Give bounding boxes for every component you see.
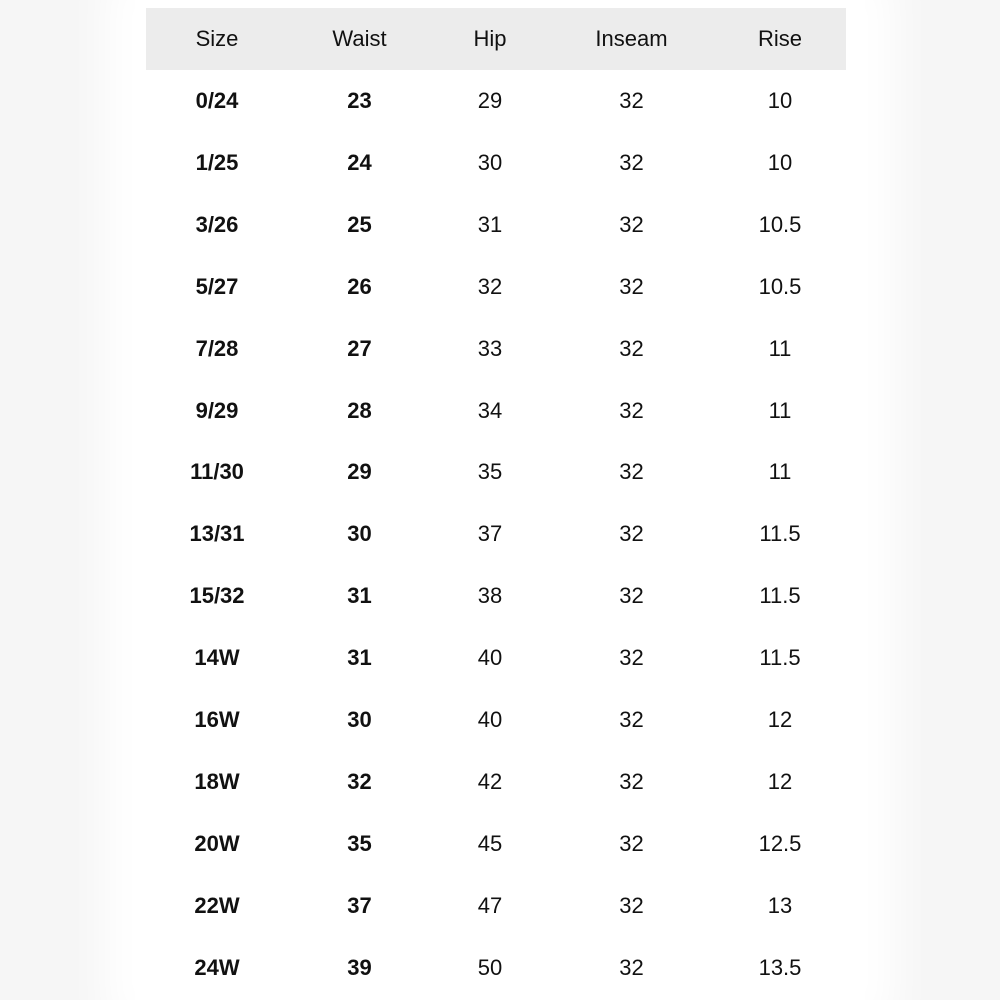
- cell-waist: 24: [347, 149, 372, 175]
- cell-inseam: 32: [619, 149, 644, 175]
- cell-rise: 10.5: [758, 211, 802, 237]
- cell-rise: 12: [767, 769, 793, 795]
- cell-waist: 32: [347, 769, 372, 795]
- cell-waist: 27: [347, 335, 372, 361]
- cell-rise: 10: [767, 149, 793, 175]
- table-row: [146, 689, 846, 751]
- cell-size: 16W: [194, 707, 240, 733]
- table-row: [146, 256, 846, 318]
- cell-inseam: 32: [619, 583, 644, 609]
- cell-hip: 50: [477, 954, 503, 980]
- cell-inseam: 32: [619, 211, 644, 237]
- cell-hip: 42: [477, 769, 503, 795]
- table-row: [146, 565, 846, 627]
- table-header: [146, 8, 846, 70]
- cell-waist: 39: [347, 954, 372, 980]
- cell-rise: 13: [767, 892, 793, 918]
- header-rise: Rise: [757, 26, 802, 51]
- cell-waist: 37: [347, 892, 372, 918]
- cell-hip: 34: [477, 397, 503, 423]
- cell-rise: 11.5: [759, 583, 801, 609]
- header-inseam: Inseam: [595, 26, 668, 51]
- cell-rise: 11: [768, 335, 792, 361]
- cell-size: 20W: [194, 831, 240, 857]
- cell-hip: 40: [477, 707, 503, 733]
- cell-hip: 32: [477, 273, 503, 299]
- cell-rise: 10: [767, 87, 793, 113]
- table-body: [146, 70, 846, 999]
- cell-size: 15/32: [189, 583, 245, 609]
- cell-inseam: 32: [619, 335, 644, 361]
- table-row: [146, 442, 846, 504]
- cell-inseam: 32: [619, 273, 644, 299]
- cell-hip: 33: [477, 335, 503, 361]
- cell-size: 13/31: [189, 521, 245, 547]
- cell-hip: 37: [477, 521, 503, 547]
- size-chart-table: [146, 8, 846, 999]
- cell-inseam: 32: [619, 645, 644, 671]
- cell-size: 18W: [194, 769, 240, 795]
- cell-hip: 30: [477, 149, 503, 175]
- cell-waist: 30: [347, 521, 372, 547]
- table-row: [146, 751, 846, 813]
- table-row: [146, 132, 846, 194]
- cell-size: 11/30: [190, 459, 244, 485]
- cell-waist: 25: [347, 211, 372, 237]
- cell-rise: 13.5: [758, 954, 802, 980]
- cell-inseam: 32: [619, 892, 644, 918]
- cell-size: 5/27: [195, 273, 239, 299]
- cell-rise: 11: [768, 459, 792, 485]
- table-row: [146, 627, 846, 689]
- cell-waist: 26: [347, 273, 372, 299]
- cell-hip: 29: [477, 87, 503, 113]
- cell-waist: 31: [347, 583, 372, 609]
- header-row: [146, 8, 846, 70]
- cell-hip: 38: [477, 583, 503, 609]
- cell-size: 7/28: [195, 335, 239, 361]
- cell-waist: 35: [347, 831, 372, 857]
- cell-rise: 10.5: [758, 273, 802, 299]
- table-row: [146, 937, 846, 999]
- cell-hip: 47: [477, 892, 503, 918]
- cell-waist: 28: [347, 397, 372, 423]
- cell-size: 0/24: [195, 87, 239, 113]
- cell-rise: 12.5: [758, 831, 802, 857]
- cell-rise: 11.5: [759, 521, 801, 547]
- cell-waist: 31: [347, 645, 372, 671]
- cell-inseam: 32: [619, 521, 644, 547]
- cell-hip: 45: [477, 831, 503, 857]
- cell-inseam: 32: [619, 831, 644, 857]
- header-size: Size: [195, 26, 239, 51]
- cell-inseam: 32: [619, 707, 644, 733]
- cell-size: 22W: [194, 892, 240, 918]
- cell-waist: 23: [347, 87, 372, 113]
- cell-inseam: 32: [619, 397, 644, 423]
- cell-inseam: 32: [619, 459, 644, 485]
- cell-size: 24W: [194, 954, 240, 980]
- cell-size: 3/26: [195, 211, 239, 237]
- table-row: [146, 813, 846, 875]
- table-row: [146, 380, 846, 442]
- table-row: [146, 70, 846, 132]
- header-hip: Hip: [473, 26, 507, 51]
- table-row: [146, 875, 846, 937]
- header-waist: Waist: [332, 26, 387, 51]
- table-row: [146, 318, 846, 380]
- cell-rise: 11: [768, 397, 792, 423]
- cell-hip: 35: [477, 459, 503, 485]
- cell-hip: 40: [477, 645, 503, 671]
- cell-size: 9/29: [195, 397, 239, 423]
- cell-hip: 31: [477, 211, 503, 237]
- cell-inseam: 32: [619, 769, 644, 795]
- table-row: [146, 503, 846, 565]
- cell-inseam: 32: [619, 87, 644, 113]
- table-row: [146, 194, 846, 256]
- cell-waist: 29: [347, 459, 372, 485]
- cell-size: 1/25: [195, 149, 239, 175]
- cell-rise: 12: [767, 707, 793, 733]
- cell-size: 14W: [194, 645, 240, 671]
- cell-waist: 30: [347, 707, 372, 733]
- cell-inseam: 32: [619, 954, 644, 980]
- cell-rise: 11.5: [759, 645, 801, 671]
